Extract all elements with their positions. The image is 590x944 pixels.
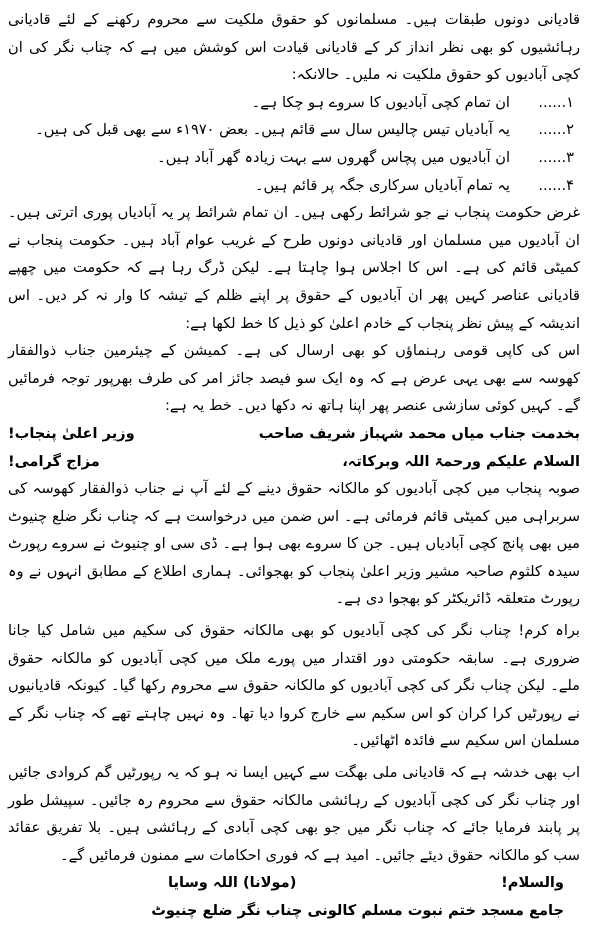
list-item [8, 172, 574, 200]
body-paragraph: غرض حکومت پنجاب نے جو شرائط رکھی ہیں۔ ان تمام شرائط پر یہ آبادیاں پوری اترتی ہیں۔ ان آبادیوں میں مسلمان اور قادیانی دونوں طرح کے غریب عوام آباد ہیں۔ حکومت پنجاب نے کمیٹی قائم کی ہے۔ اس کا اجلاس ہوا چاہتا ہے۔ لیکن ڈرگ رہا ہے کہ حکومت میں چھپے قادیانی عناصر کہیں پھر ان آبادیوں کے حقوق پر اپنے ظلم کے تیشہ کا وار نہ کر دیں۔ اس اندیشہ کے پیش نظر پنجاب کے خادم اعلیٰ کو ذیل کا خط لکھا ہے: [8, 204, 580, 332]
list-item-number: ۲...... [538, 121, 574, 139]
letter-paragraph: اب بھی خدشہ ہے کہ قادیانی ملی بھگت سے کہیں ایسا نہ ہو کہ یہ رپورٹیں گم کروادی جائیں اور چناب نگر کی کچی آبادیوں کے رہائشی مالکانہ حقوق سے محروم رہ جائیں۔ سپیشل طور پر پابند فرمایا جائے کہ چناب نگر میں جو بھی کچی آبادی کے رہائشی ہیں۔ بلا تفریق عقائد سب کو مالکانہ حقوق دیئے جائیں۔ امید ہے کہ فوری احکامات سے ممنون فرمائیں گے۔ [8, 764, 580, 864]
intro-paragraph: قادیانی دونوں طبقات ہیں۔ مسلمانوں کو حقوق ملکیت سے محروم رکھنے کے لئے قادیانی رہائشیوں کو بھی نظر انداز کر کے قادیانی قیادت اس کوشش میں ہے کہ چناب نگر کی ان کچی آبادیوں کو حقوق ملکیت نہ ملیں۔ حالانکہ: [8, 11, 580, 84]
salaam-line: السلام علیکم ورحمۃ اللہ وبرکاتہ، [342, 452, 580, 470]
list-item-text: یہ آبادیاں تیس چالیس سال سے قائم ہیں۔ بعض ۱۹۷۰ء سے بھی قبل کی ہیں۔ [35, 121, 510, 139]
letter-greeting-row [8, 448, 580, 476]
conditions-list [8, 89, 580, 199]
body-paragraph: اس کی کاپی قومی رہنماؤں کو بھی ارسال کی ہے۔ کمیشن کے چیئرمین جناب ذوالفقار کھوسہ سے بھی یہی عرض ہے کہ وہ ایک سو فیصد جائز امر کی طرف بھرپور توجہ فرمائیں گے۔ کہیں کوئی سازشی عنصر پھر اپنا ہاتھ نہ دکھا دیں۔ خط یہ ہے: [8, 342, 580, 415]
letter-paragraph: براہ کرم! چناب نگر کی کچی آبادیوں کو بھی مالکانہ حقوق کی سکیم میں شامل کیا جانا ضروری ہے۔ سابقہ حکومتی دور اقتدار میں پورے ملک میں کچی آبادیوں کو مالکانہ حقوق ملے۔ لیکن چناب نگر کی کچی آبادیوں کو مالکانہ حقوق سے محروم رکھا گیا۔ کیونکہ قادیانیوں نے رپورٹیں کرا کران کو اس سکیم سے خارج کروا دیا تھا۔ وہ نہیں چاہتے تھے کہ چناب نگر کے مسلمان اس سکیم سے فائدہ اٹھائیں۔ [8, 622, 580, 750]
list-item-number: ۳...... [538, 148, 574, 166]
signature-address: جامع مسجد ختم نبوت مسلم کالونی چناب نگر ضلع چنیوٹ [151, 902, 564, 919]
closing-line: والسلام! [501, 874, 564, 892]
list-item-text: ان آبادیوں میں پچاس گھروں سے بہت زیادہ گھر آباد ہیں۔ [157, 148, 510, 166]
addressee-name: بخدمت جناب میاں محمد شہباز شریف صاحب [258, 424, 580, 442]
list-item [8, 144, 574, 172]
list-item [8, 89, 574, 117]
list-item-text: ان تمام کچی آبادیوں کا سروے ہو چکا ہے۔ [251, 93, 510, 111]
addressee-title: وزیر اعلیٰ پنجاب! [8, 424, 135, 442]
letter-paragraph: صوبہ پنجاب میں کچی آبادیوں کو مالکانہ حقوق دینے کے لئے آپ نے جناب ذوالفقار کھوسہ کی سربراہی میں کمیٹی قائم فرمائی ہے۔ اس ضمن میں درخواست ہے کہ چناب نگر ضلع چنیوٹ میں بھی پانچ کچی آبادیاں ہیں۔ جن کا سروے بھی ہوا ہے۔ ڈی سی او چنیوٹ نے سروے رپورٹ سیدہ کلثوم صاحبہ مشیر وزیر اعلیٰ پنجاب کو بھجوائی۔ ہماری اطلاع کے مطابق انہوں نے وہ رپورٹ متعلقہ ڈائریکٹر کو بھجوا دی ہے۔ [8, 480, 580, 608]
signature-block [8, 869, 580, 897]
greeting-line: مزاج گرامی! [8, 452, 100, 470]
list-item [8, 116, 574, 144]
signature-name: (مولانا) اللہ وسایا [168, 874, 297, 892]
list-item-text: یہ تمام آبادیاں سرکاری جگہ پر قائم ہیں۔ [254, 176, 510, 194]
list-item-number: ۱...... [538, 93, 574, 111]
letter-addressee [8, 420, 580, 448]
list-item-number: ۴...... [538, 176, 574, 194]
